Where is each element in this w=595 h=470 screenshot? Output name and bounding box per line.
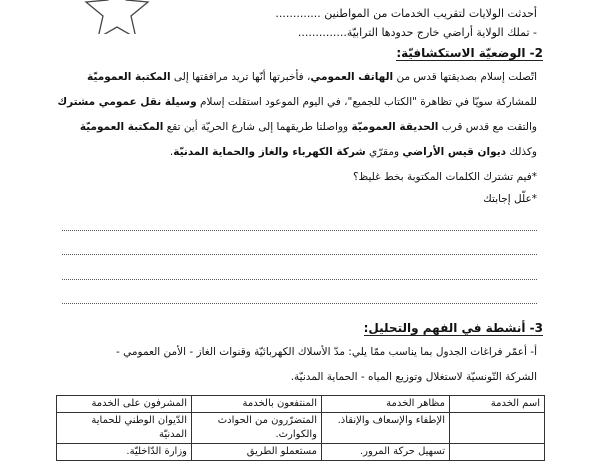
services-table (56, 395, 545, 461)
table-header-row (57, 396, 545, 413)
p4-a: وكذلك (506, 146, 537, 158)
star-icon (82, 0, 152, 34)
answer-line-1[interactable] (62, 230, 537, 231)
question-2: *علّل إجابتك (483, 193, 537, 205)
paragraph-line-3 (80, 121, 537, 133)
table-cell: تسهيل حركة المرور. (322, 444, 450, 461)
section3-title-text: 3- أنشطة في الفهم والتحليل: (363, 321, 543, 335)
table-cell: المتضرّرون من الحوادث والكوارث. (192, 413, 322, 444)
header-beneficiaries: المنتفعون بالخدمة (192, 396, 322, 413)
table-cell: الدّيوان الوطني للحماية المدنيّة (57, 413, 192, 444)
table-cell: الإطفاء والإسعاف والإنقاذ. (322, 413, 450, 444)
p2-a: للمشاركة سويّا في تظاهرة "الكتاب للجميع"، في اليوم الموعود استقلت إسلام (196, 96, 537, 108)
answer-line-4[interactable] (62, 303, 537, 304)
p1-b: الهاتف العمومي (310, 71, 394, 83)
question-1: *فيم تشترك الكلمات المكتوبة بخط غليظ؟ (352, 171, 537, 183)
answer-line-3[interactable] (62, 279, 537, 280)
table-cell-blank[interactable] (450, 413, 545, 444)
top-line-2: - تملك الولاية أراضي خارج حدودها الترابيّة.............. (297, 26, 537, 39)
p3-d: المكتبة العموميّة (79, 121, 164, 133)
paragraph-line-1 (87, 71, 537, 83)
section3-title (364, 321, 543, 335)
p1-d: المكتبة العموميّة (87, 71, 171, 83)
paragraph-line-4 (170, 146, 537, 158)
p4-b: ديوان قيس الأراضي (402, 146, 507, 158)
p4-d: شركة الكهرباء والغاز والحماية المدنيّة (173, 146, 366, 158)
table-cell-blank[interactable] (450, 444, 545, 461)
header-service-name: اسم الخدمة (450, 396, 545, 413)
instruction-line-1: أ- أعمّر فراغات الجدول بما يناسب ممّا يلي: مدّ الأسلاك الكهربائيّة وقنوات الغاز - الأمن العمومي - (116, 346, 537, 358)
p4-e: . (169, 146, 174, 158)
table-row (57, 444, 545, 461)
section2-title (396, 46, 543, 60)
p4-c: ومقرّي (365, 146, 403, 158)
p2-b: وسيلة نقل عمومي مشترك (57, 96, 197, 108)
top-line-1: أحدثت الولايات لتقريب الخدمات من المواطنين ............. (275, 7, 537, 20)
instruction-line-2: الشركة التّونسيّة لاستغلال وتوزيع المياه - الحماية المدنيّة. (290, 371, 537, 383)
table-row (57, 413, 545, 444)
header-supervisors: المشرفون على الخدمة (57, 396, 192, 413)
p3-c: وواصلتا طريقهما إلى شارع الحريّة أين تقع (163, 121, 352, 133)
paragraph-line-2 (57, 96, 537, 108)
section2-title-text: 2- الوضعيّة الاستكشافيّة: (396, 46, 543, 60)
p1-a: اتّصلت إسلام بصديقتها قدس من (393, 71, 537, 83)
table-cell: مستعملو الطريق (192, 444, 322, 461)
p3-a: والتقت مع قدس قرب (438, 121, 537, 133)
p3-b: الحديقة العموميّة (351, 121, 439, 133)
header-service-aspects: مظاهر الخدمة (322, 396, 450, 413)
p1-c: ، فأخبرتها أنّها تريد مرافقتها إلى (170, 71, 311, 83)
answer-line-2[interactable] (62, 254, 537, 255)
table-cell: وزارة الدّاخليّة. (57, 444, 192, 461)
